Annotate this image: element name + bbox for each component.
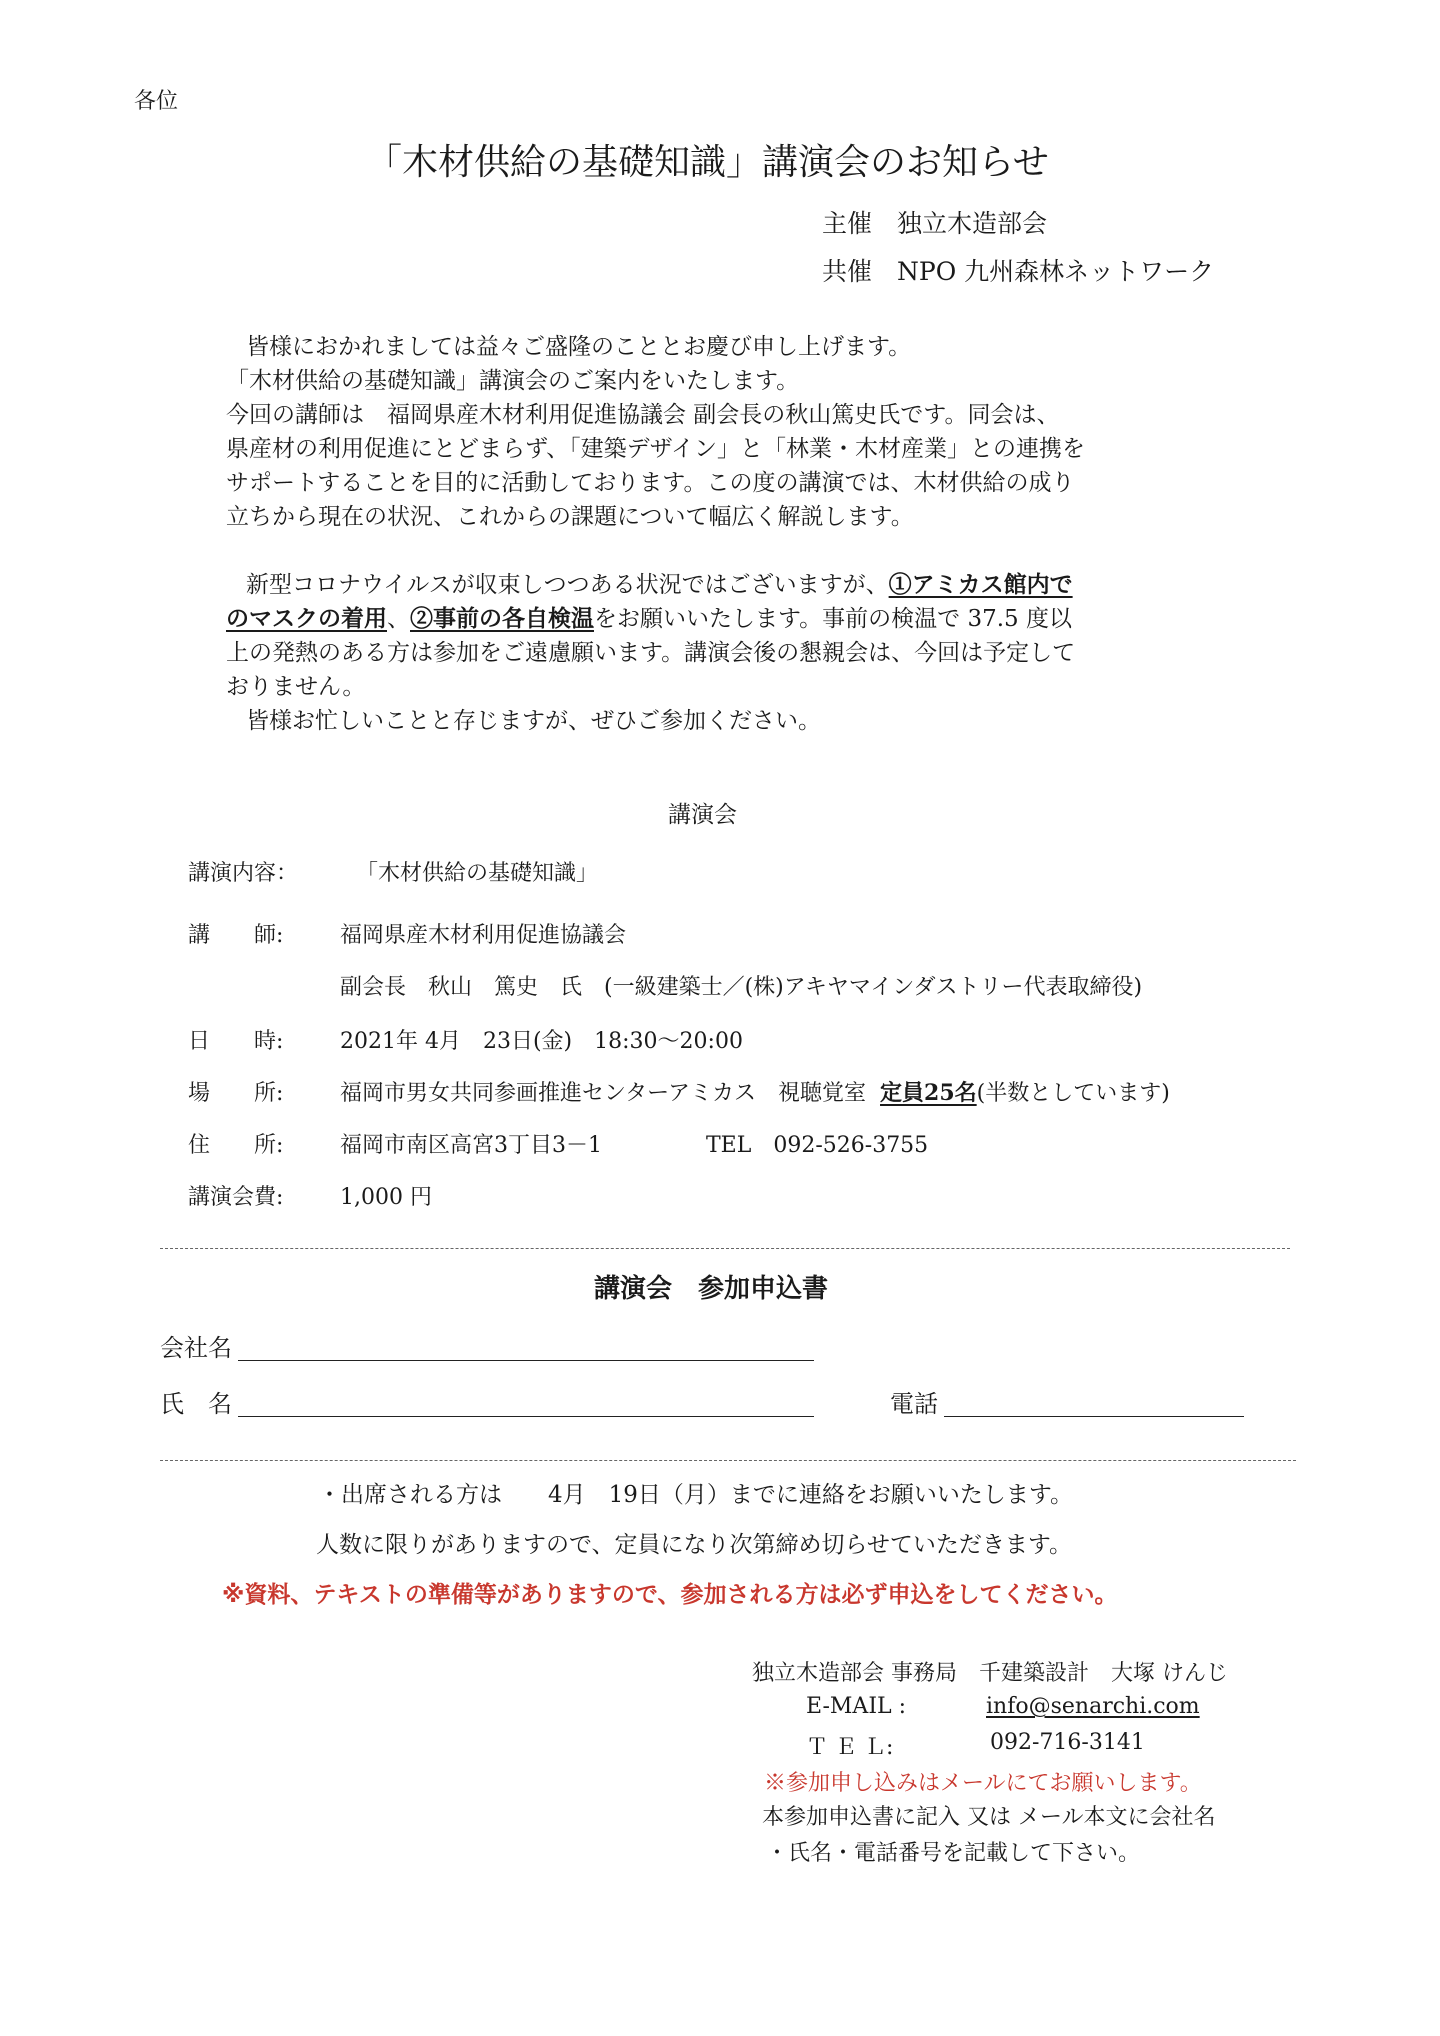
page-title: 「木材供給の基礎知識」講演会のお知らせ — [366, 142, 1049, 183]
intro-line: 「木材供給の基礎知識」講演会のご案内をいたします。 — [226, 368, 800, 394]
event-heading: 講演会 — [668, 802, 737, 828]
intro-line: 皆様におかれましては益々ご盛隆のこととお慶び申し上げます。 — [246, 334, 912, 360]
addressee: 各位 — [134, 89, 179, 114]
content-value: 「木材供給の基礎知識」 — [356, 861, 599, 886]
date-value: 2021年 4月 23日(金) 18:30～20:00 — [340, 1029, 743, 1054]
instruction-line: 本参加申込書に記入 又は メール本文に会社名 — [762, 1805, 1216, 1830]
covid-line: 皆様お忙しいことと存じますが、ぜひご参加ください。 — [246, 708, 821, 734]
covid-line — [226, 600, 1072, 633]
instruction-line: ・氏名・電話番号を記載して下さい。 — [766, 1841, 1141, 1866]
date-label: 日 時: — [188, 1029, 284, 1054]
intro-line: 今回の講師は 福岡県産木材利用促進協議会 副会長の秋山篤史氏です。同会は、 — [226, 402, 1060, 428]
email-label: E-MAIL : — [806, 1694, 907, 1719]
organizer-host: 主催 独立木造部会 — [822, 209, 1048, 238]
phone-field[interactable] — [944, 1416, 1244, 1417]
covid-line: 上の発熱のある方は参加をご遠慮願います。講演会後の懇親会は、今回は予定して — [226, 640, 1076, 666]
address-value: 福岡市南区高宮3丁目3－1 — [340, 1133, 602, 1158]
mask-requirement-cont: のマスクの着用 — [226, 605, 387, 632]
dashed-divider — [160, 1248, 1290, 1249]
intro-line: サポートすることを目的に活動しております。この度の講演では、木材供給の成り — [226, 470, 1075, 496]
intro-line: 立ちから現在の状況、これからの課題について幅広く解説します。 — [226, 504, 914, 530]
content-label: 講演内容： — [188, 861, 299, 886]
covid-text: 、 — [387, 606, 410, 632]
venue-tel: TEL 092-526-3755 — [706, 1133, 929, 1158]
lecturer-label: 講 師: — [188, 923, 284, 948]
tel-label: Ｔ Ｅ Ｌ: — [806, 1735, 894, 1760]
organizer-cohost: 共催 NPO 九州森林ネットワーク — [822, 257, 1215, 286]
capacity-note: (半数としています) — [976, 1081, 1170, 1106]
dashed-divider — [160, 1460, 1296, 1461]
email-link[interactable]: info@senarchi.com — [986, 1694, 1200, 1719]
capacity: 定員25名 — [880, 1080, 977, 1106]
address-label: 住 所: — [188, 1133, 284, 1158]
covid-text: 新型コロナウイルスが収束しつつある状況ではございますが、 — [246, 572, 889, 598]
phone-label: 電話 — [890, 1390, 938, 1418]
name-label: 氏 名 — [160, 1390, 232, 1418]
mask-requirement: ①アミカス館内で — [888, 571, 1073, 598]
lecturer-name: 副会長 秋山 篤史 氏 (一級建築士／(株)アキヤマインダストリー代表取締役) — [340, 975, 1143, 1000]
company-field[interactable] — [238, 1360, 814, 1361]
tel-value: 092-716-3141 — [990, 1730, 1145, 1755]
place-row — [340, 1076, 1170, 1107]
temperature-requirement: ②事前の各自検温 — [410, 605, 594, 632]
covid-line — [246, 566, 1073, 599]
limit-note: 人数に限りがありますので、定員になり次第締め切らせていただきます。 — [316, 1532, 1073, 1558]
warning-note: ※資料、テキストの準備等がありますので、参加される方は必ず申込をしてください。 — [222, 1582, 1118, 1608]
intro-line: 県産材の利用促進にとどまらず、「建築デザイン」と「林業・木材産業」との連携を — [226, 436, 1086, 462]
fee-value: 1,000 円 — [340, 1185, 432, 1210]
contact-office: 独立木造部会 事務局 千建築設計 大塚 けんじ — [752, 1661, 1228, 1686]
place-label: 場 所: — [188, 1081, 284, 1106]
lecturer-org: 福岡県産木材利用促進協議会 — [340, 923, 627, 948]
form-heading: 講演会 参加申込書 — [594, 1274, 829, 1304]
company-label: 会社名 — [160, 1334, 232, 1362]
place-value: 福岡市男女共同参画推進センターアミカス 視聴覚室 — [340, 1081, 867, 1106]
covid-text: をお願いいたします。事前の検温で 37.5 度以 — [594, 606, 1072, 632]
name-field[interactable] — [238, 1416, 814, 1417]
mail-note: ※参加申し込みはメールにてお願いします。 — [764, 1771, 1202, 1796]
covid-line: おりません。 — [226, 674, 366, 700]
fee-label: 講演会費: — [188, 1185, 284, 1210]
deadline-note: ・出席される方は 4月 19日（月）までに連絡をお願いいたします。 — [318, 1482, 1074, 1508]
